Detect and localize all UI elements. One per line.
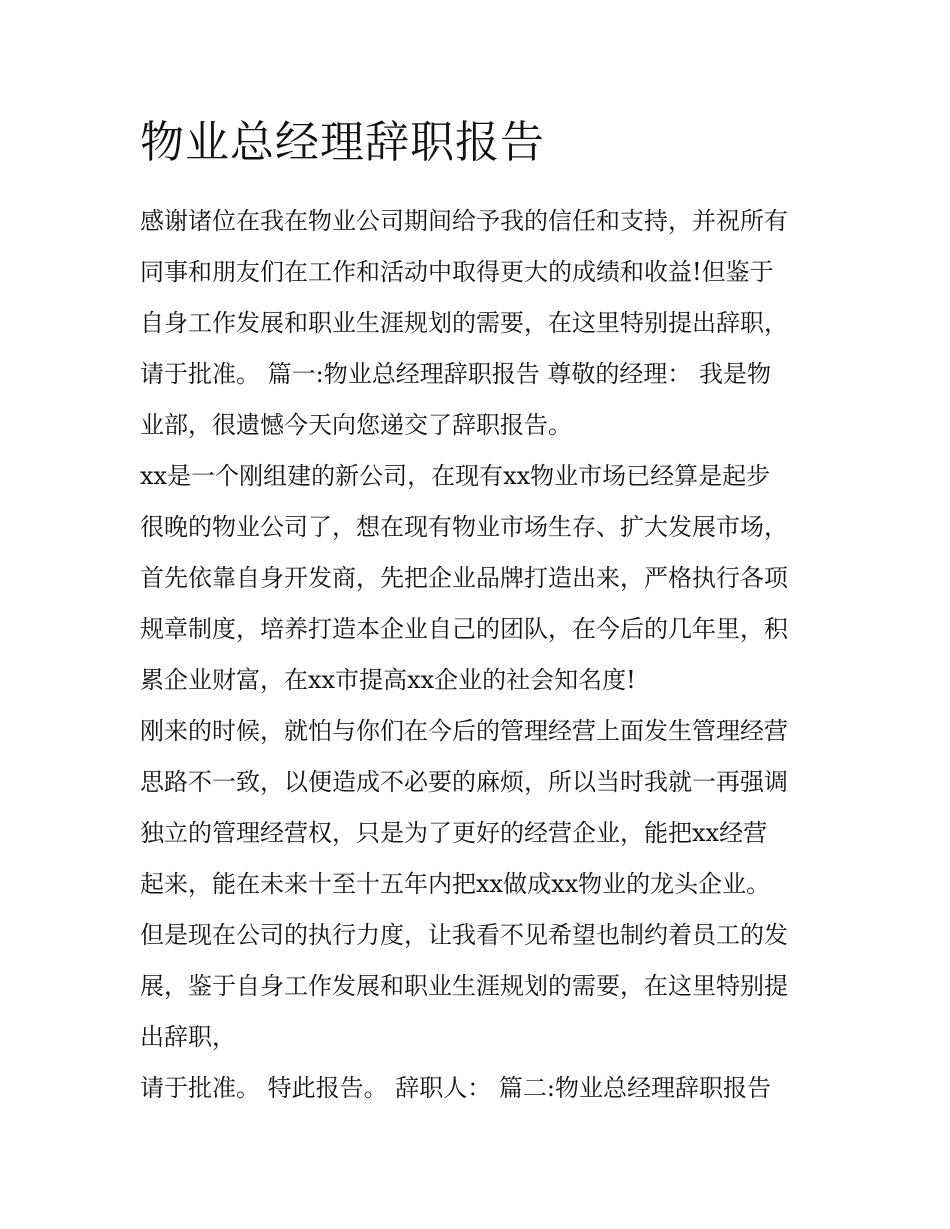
- text-line: 思路不一致，以便造成不必要的麻烦，所以当时我就一再强调: [140, 768, 788, 796]
- text-line: 刚来的时候，就怕与你们在今后的管理经营上面发生管理经营: [140, 717, 788, 745]
- text-line: 展，鉴于自身工作发展和职业生涯规划的需要，在这里特别提: [140, 972, 788, 1000]
- text-line: 出辞职，: [140, 1023, 236, 1051]
- text-line: 请于批准。 特此报告。 辞职人： 篇二:物业总经理辞职报告: [140, 1074, 771, 1102]
- text-line: 很晚的物业公司了，想在现有物业市场生存、扩大发展市场，: [140, 513, 788, 541]
- paragraph-company: [140, 451, 816, 706]
- paragraph-intro: [140, 196, 816, 451]
- text-line: 自身工作发展和职业生涯规划的需要，在这里特别提出辞职，: [140, 309, 788, 337]
- text-line: 累企业财富，在xx市提高xx企业的社会知名度!: [140, 666, 636, 694]
- paragraph-closing: [140, 1063, 816, 1114]
- text-line: xx是一个刚组建的新公司，在现有xx物业市场已经算是起步: [140, 462, 771, 490]
- text-line: 首先依靠自身开发商，先把企业品牌打造出来，严格执行各项: [140, 564, 788, 592]
- document-title: 物业总经理辞职报告: [140, 117, 545, 168]
- text-line: 同事和朋友们在工作和活动中取得更大的成绩和收益!但鉴于: [140, 258, 774, 286]
- text-line: 感谢诸位在我在物业公司期间给予我的信任和支持，并祝所有: [140, 207, 788, 235]
- document-body: [140, 112, 816, 1114]
- text-line: 规章制度，培养打造本企业自己的团队，在今后的几年里，积: [140, 615, 788, 643]
- text-line: 请于批准。 篇一:物业总经理辞职报告 尊敬的经理： 我是物: [140, 360, 771, 388]
- text-line: 业部，很遗憾今天向您递交了辞职报告。: [140, 411, 572, 439]
- paragraph-reasons: [140, 706, 816, 1063]
- text-line: 起来，能在未来十至十五年内把xx做成xx物业的龙头企业。: [140, 870, 771, 898]
- text-line: 但是现在公司的执行力度，让我看不见希望也制约着员工的发: [140, 921, 788, 949]
- text-line: 独立的管理经营权，只是为了更好的经营企业，能把xx经营: [140, 819, 768, 847]
